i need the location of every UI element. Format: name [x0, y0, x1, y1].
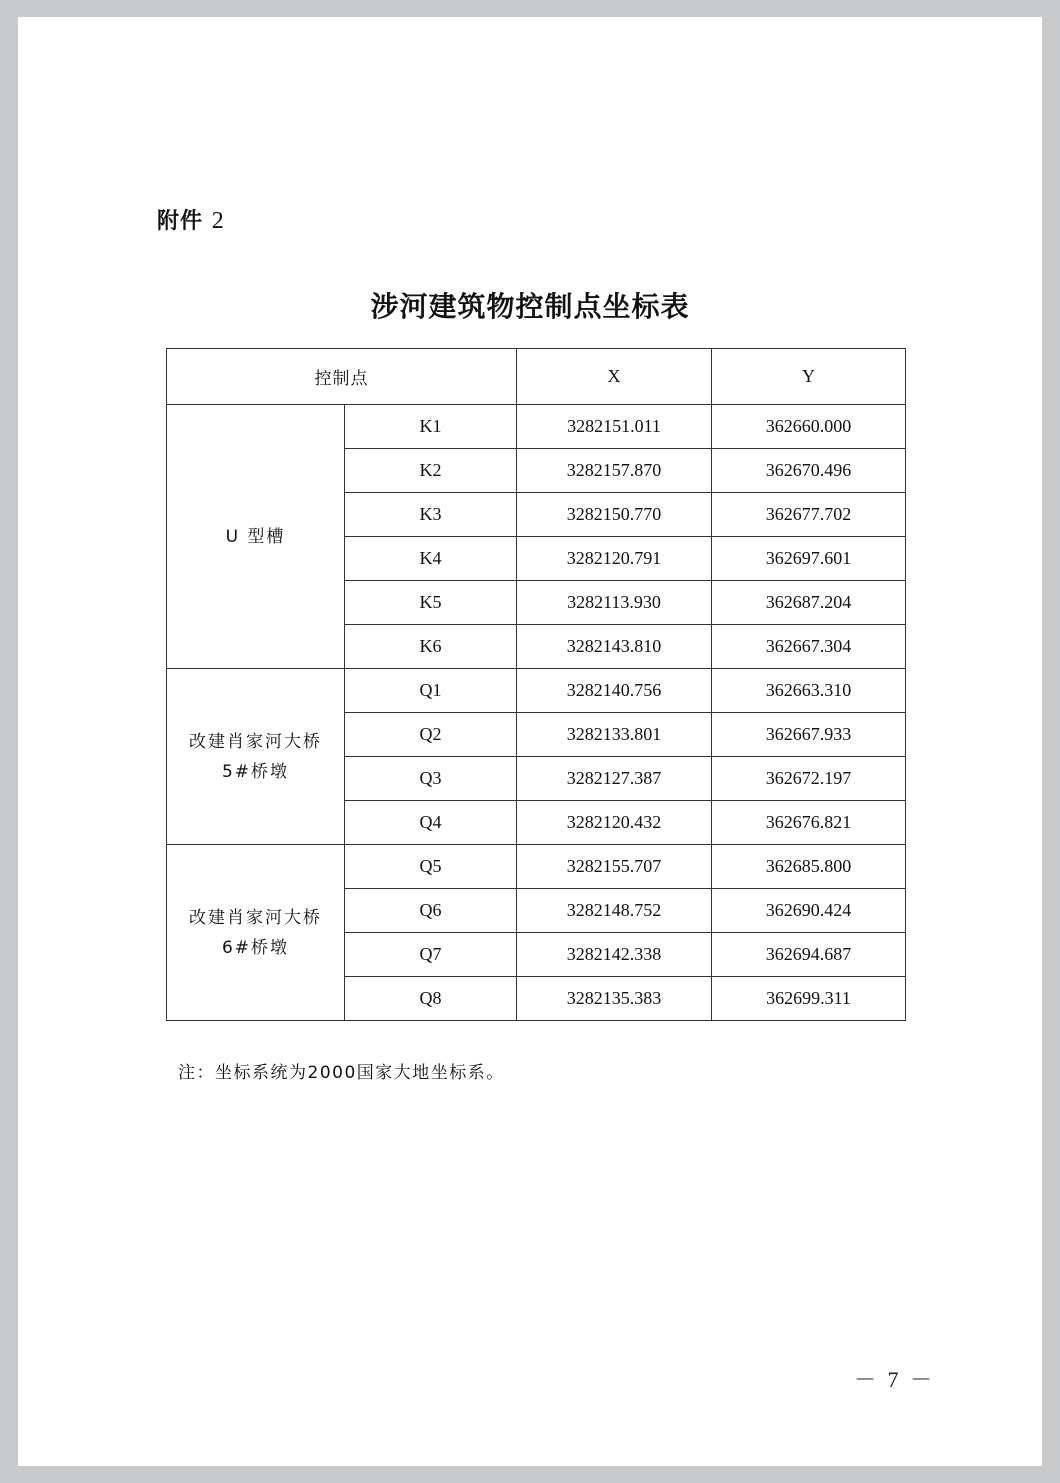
attachment-label: [157, 204, 225, 235]
header-control-point: 控制点: [167, 349, 517, 405]
point-id-cell: K1: [345, 405, 517, 449]
x-coordinate-cell: 3282148.752: [517, 889, 712, 933]
document-title: 涉河建筑物控制点坐标表: [370, 290, 690, 323]
point-id-cell: Q8: [345, 977, 517, 1021]
table-note: 注：坐标系统为2000国家大地坐标系。: [178, 1063, 505, 1083]
table-header-row: [167, 349, 906, 405]
group-name-line1: 改建肖家河大桥: [189, 907, 322, 928]
group-name-line1: U 型槽: [225, 526, 286, 547]
attachment-text: 附件: [157, 209, 204, 234]
x-coordinate-cell: 3282127.387: [517, 757, 712, 801]
group-name-cell: [167, 669, 345, 845]
point-id-cell: Q1: [345, 669, 517, 713]
x-coordinate-cell: 3282133.801: [517, 713, 712, 757]
group-name-line1: 改建肖家河大桥: [189, 731, 322, 752]
table-row: [167, 669, 906, 713]
document-page: [18, 17, 1042, 1466]
x-coordinate-cell: 3282143.810: [517, 625, 712, 669]
point-id-cell: K4: [345, 537, 517, 581]
point-id-cell: Q7: [345, 933, 517, 977]
point-id-cell: Q2: [345, 713, 517, 757]
group-name-line2: 6#桥墩: [221, 937, 290, 958]
attachment-number: 2: [211, 208, 225, 234]
y-coordinate-cell: 362699.311: [712, 977, 906, 1021]
y-coordinate-cell: 362672.197: [712, 757, 906, 801]
point-id-cell: Q6: [345, 889, 517, 933]
x-coordinate-cell: 3282150.770: [517, 493, 712, 537]
point-id-cell: K5: [345, 581, 517, 625]
x-coordinate-cell: 3282151.011: [517, 405, 712, 449]
group-name-line2: 5#桥墩: [221, 761, 290, 782]
point-id-cell: K3: [345, 493, 517, 537]
y-coordinate-cell: 362667.933: [712, 713, 906, 757]
x-coordinate-cell: 3282120.791: [517, 537, 712, 581]
y-coordinate-cell: 362687.204: [712, 581, 906, 625]
y-coordinate-cell: 362660.000: [712, 405, 906, 449]
y-coordinate-cell: 362697.601: [712, 537, 906, 581]
x-coordinate-cell: 3282120.432: [517, 801, 712, 845]
y-coordinate-cell: 362667.304: [712, 625, 906, 669]
header-x: X: [517, 349, 712, 405]
y-coordinate-cell: 362663.310: [712, 669, 906, 713]
point-id-cell: K2: [345, 449, 517, 493]
y-coordinate-cell: 362690.424: [712, 889, 906, 933]
group-name-cell: [167, 405, 345, 669]
point-id-cell: Q4: [345, 801, 517, 845]
y-coordinate-cell: 362685.800: [712, 845, 906, 889]
x-coordinate-cell: 3282157.870: [517, 449, 712, 493]
table-row: [167, 405, 906, 449]
x-coordinate-cell: 3282140.756: [517, 669, 712, 713]
x-coordinate-cell: 3282155.707: [517, 845, 712, 889]
x-coordinate-cell: 3282142.338: [517, 933, 712, 977]
y-coordinate-cell: 362677.702: [712, 493, 906, 537]
y-coordinate-cell: 362694.687: [712, 933, 906, 977]
y-coordinate-cell: 362670.496: [712, 449, 906, 493]
y-coordinate-cell: 362676.821: [712, 801, 906, 845]
point-id-cell: Q3: [345, 757, 517, 801]
header-y: Y: [712, 349, 906, 405]
table-body: [167, 405, 906, 1021]
page-number: － 7 －: [854, 1367, 933, 1392]
group-name-cell: [167, 845, 345, 1021]
x-coordinate-cell: 3282135.383: [517, 977, 712, 1021]
point-id-cell: Q5: [345, 845, 517, 889]
table-row: [167, 845, 906, 889]
coordinates-table: [166, 348, 906, 1021]
x-coordinate-cell: 3282113.930: [517, 581, 712, 625]
point-id-cell: K6: [345, 625, 517, 669]
